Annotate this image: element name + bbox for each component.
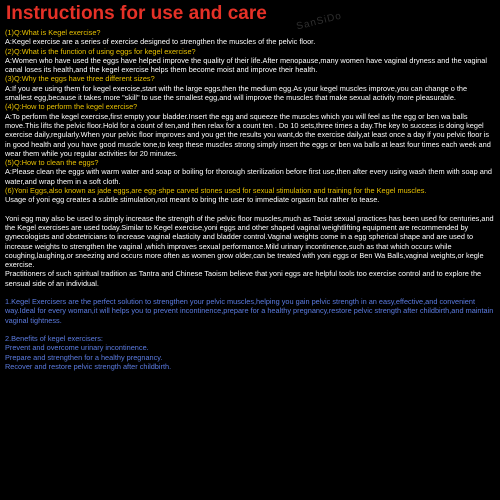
paragraph-1: Yoni egg may also be used to simply increase the strength of the pelvic floor muscles,much as Taoist sexual practices has been used for centuries,and the Kegel exercises are used today.Similar to Kegel exercise,yoni eggs and other shaped vaginal weightlifting equipment are recommended by gynecologists and obstetricians to increase vaginal elasticity and bladder control.Vaginal weights come in a egg spherical shape and are used to increase weights to strengthen the vaginal ,which improves sexual performance.Mild urinary incontinence,such as that which occurs while coughing,laughing,or sneezing and occurs more often as women grow older,can be treated with yoni eggs or Ben Wa Balls,vaginal weights,or kegle exercise.: [5, 213, 494, 270]
question-5: (5)Q:How to clean the eggs?: [5, 158, 99, 168]
benefit-item-1: Prevent and overcome urinary incontinence.: [5, 343, 149, 353]
kegel-section: [5, 297, 496, 371]
question-4: (4)Q:How to perform the kegel exercise?: [5, 102, 138, 112]
watermark: SanSiDo: [295, 10, 344, 33]
benefit-item-3: Recover and restore pelvic strength after childbirth.: [5, 361, 172, 371]
qa-section: [5, 28, 496, 205]
answer-4: A:To perform the kegel exercise,first empty your bladder.Insert the egg and squeeze the muscles which you will feel as the egg or ben wa balls move.This lifts the pelvic floor.Hold for a count of ten,and then relax for a count ten . Do 10 sets,three times a day.The key to success is doing kegel exercise daily,regularly.When your pelvic floor improves and you get the results you want,do the exercise daily,at least once a day if you pelvic floor is in good health and you have good muscle tone,to keep these muscles strong simply insert the eggs or ben wa balls at least four times each week and wear them while you regular activities for 20 minutes.: [5, 111, 491, 158]
note-6-heading: (6)Yoni Eggs,also known as jade eggs,are egg-shpe carved stones used for sexual stimulation and training for the Kegel muscles.: [5, 186, 427, 196]
note-6-text: Usage of yoni egg creates a subtle stimulation,not meant to bring the user to immediate orgasm but rather to tease.: [5, 195, 380, 205]
question-1: (1)Q:What is Kegel exercise?: [5, 28, 101, 37]
page-title: Instructions for use and care: [6, 3, 267, 24]
yoni-egg-section: [5, 214, 496, 288]
answer-2: A:Women who have used the eggs have helped improve the quality of their life.After menopause,many women have vaginal dryness and the vaginal canal loses its health,and the kegel exercise helps them become moist and improve their health.: [5, 55, 487, 75]
kegel-point-1: 1.Kegel Exercisers are the perfect solution to strengthen your pelvic muscles,helping you gain pelvic strength in an easy,effective,and convenient way.Ideal for every woman,it will helps you to prevent incontinence,prepare for a healthy pregnancy,restore pelvic strength after childbirth,and maintain vaginal tightness.: [5, 297, 494, 325]
question-2: (2)Q:What is the function of using eggs for kegel exercise?: [5, 46, 196, 56]
question-3: (3)Q:Why the eggs have three different sizes?: [5, 74, 155, 84]
benefits-heading: 2.Benefits of kegel exercisers:: [5, 333, 103, 343]
paragraph-2: Practitioners of such spiritual tradition as Tantra and Chinese Taoism believe that yoni eggs are helpful tools too exercise control and to explore the sensual side of an individual.: [5, 269, 482, 288]
answer-3: A:If you are using them for kegel exercise,start with the large eggs,then the medium egg.As your kegel muscles improve,you can change o the smallest egg,because it takes more "skill" to use the smallest egg,and will improve the muscles that make sexual activity more pleasurable.: [5, 83, 468, 103]
benefit-item-2: Prepare and strengthen for a healthy pregnancy.: [5, 352, 163, 362]
answer-1: A:Kegel exercise are a series of exercise designed to strengthen the muscles of the pelvic floor.: [5, 37, 316, 47]
answer-5: A:Please clean the eggs with warm water and soap or boiling for thorough sterilization before first use,then after every using wash them with soap and water,and wrap them in a soft cloth.: [5, 167, 492, 186]
